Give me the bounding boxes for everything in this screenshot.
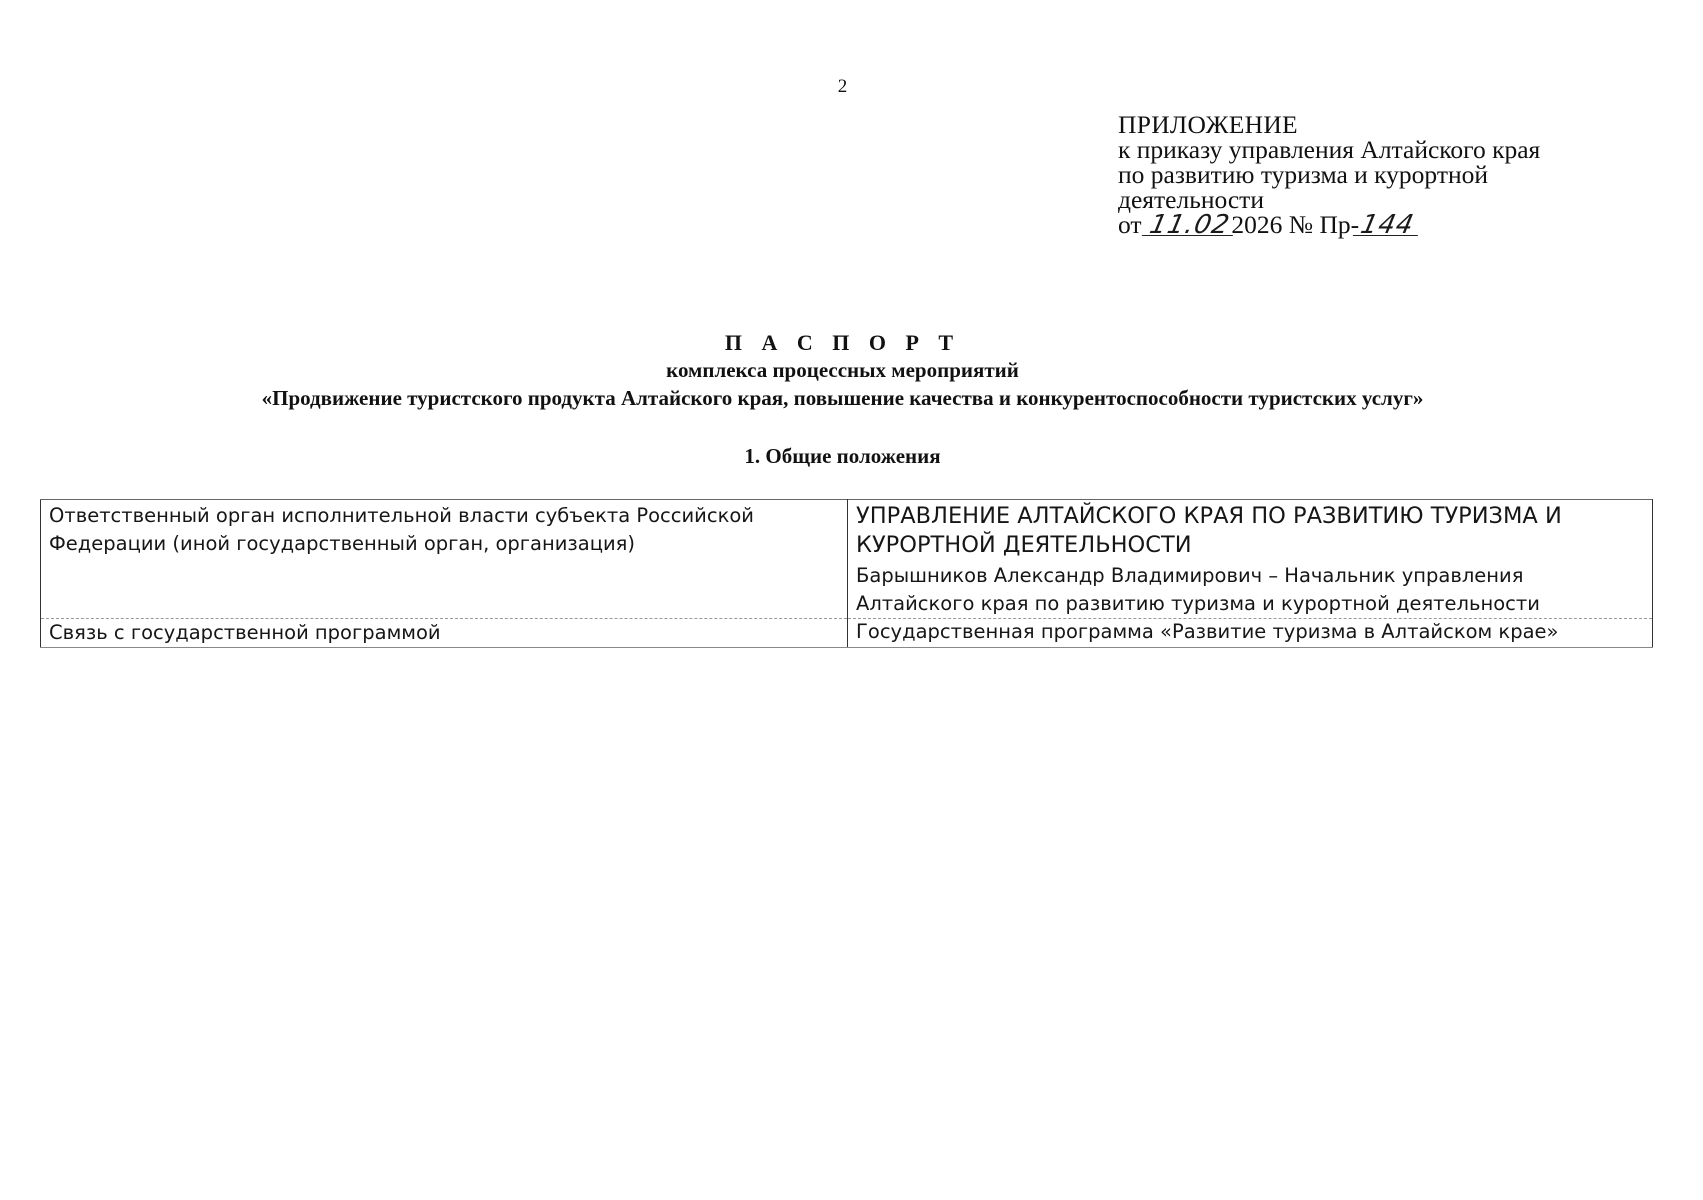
date-prefix: от [1118, 210, 1142, 239]
organization-name: УПРАВЛЕНИЕ АЛТАЙСКОГО КРАЯ ПО РАЗВИТИЮ ТУРИЗМА И КУРОРТНОЙ ДЕЯТЕЛЬНОСТИ [856, 503, 1562, 558]
handwritten-date: 11.02 [1146, 210, 1233, 240]
appendix-title: ПРИЛОЖЕНИЕ [1118, 110, 1298, 139]
table-row [41, 500, 1653, 619]
appendix-line-2: по развитию туризма и курортной [1118, 160, 1489, 189]
appendix-line-3: деятельности [1118, 185, 1264, 214]
program-link-value: Государственная программа «Развитие туризма в Алтайском крае» [848, 619, 1653, 648]
responsible-body-label: Ответственный орган исполнительной власти субъекта Российской Федерации (иной государственный орган, организация) [41, 500, 848, 619]
passport-subtitle: комплекса процессных мероприятий [666, 358, 1019, 382]
program-link-label: Связь с государственной программой [41, 619, 848, 648]
head-person: Барышников Александр Владимирович – Начальник управления Алтайского края по развитию туризма и курортной деятельности [856, 564, 1540, 615]
section-title: 1. Общие положения [744, 444, 941, 468]
appendix-line-1: к приказу управления Алтайского края [1118, 135, 1541, 164]
date-year: 2026 [1231, 210, 1283, 239]
passport-name: «Продвижение туристского продукта Алтайского края, повышение качества и конкурентоспособности туристских услуг» [261, 386, 1424, 410]
handwritten-order-number: 144 [1358, 210, 1418, 240]
order-number-prefix: № Пр- [1288, 210, 1360, 239]
appendix-date-line [1118, 212, 1678, 238]
passport-title: П А С П О Р Т [724, 330, 961, 355]
responsible-body-value [848, 500, 1653, 619]
table-row [41, 619, 1653, 648]
general-provisions-table [40, 499, 1653, 648]
page-number: 2 [837, 76, 848, 97]
appendix-block [1118, 112, 1678, 238]
